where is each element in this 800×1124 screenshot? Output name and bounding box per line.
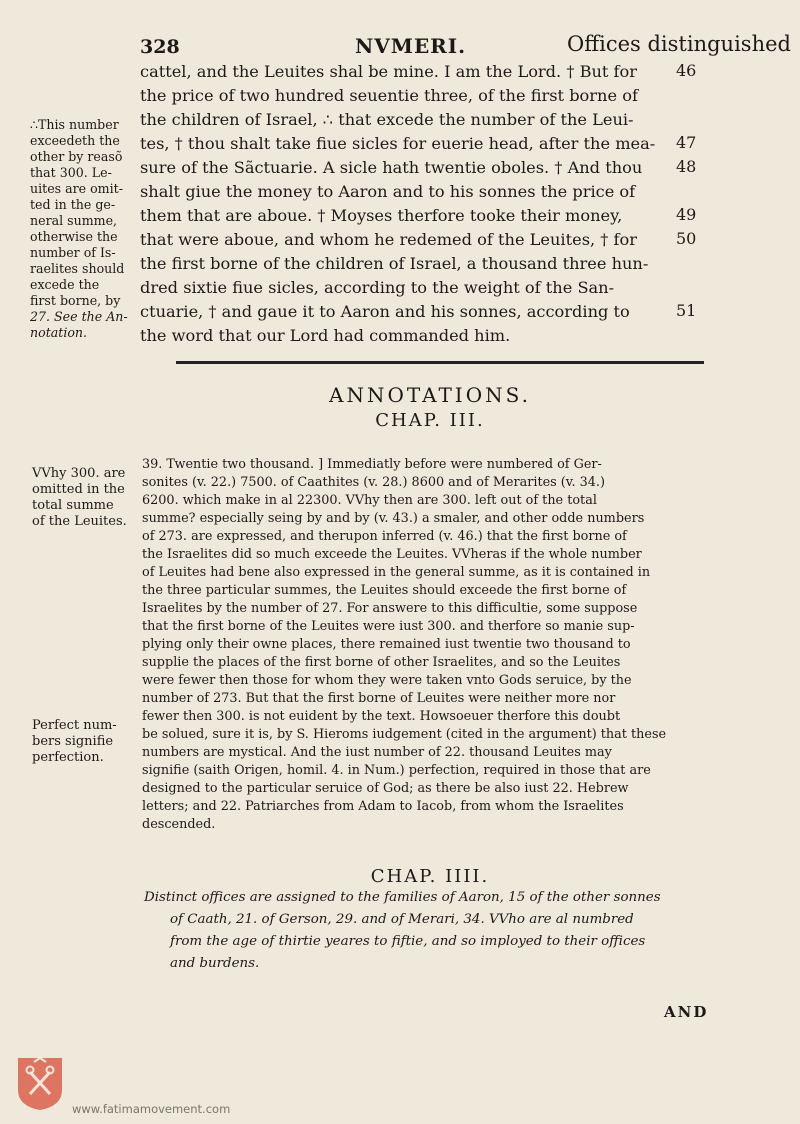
annotation-line: the Israelites did so much exceede the Leuites. VVheras if the whole number [142, 547, 642, 562]
annotation-line: 39. Twentie two thousand. ] Immediatly before were numbered of Ger- [142, 457, 602, 472]
annotation-line: Israelites by the number of 27. For answere to this difficultie, some suppose [142, 601, 638, 616]
margin-note-line: neral summe, [30, 213, 118, 228]
margin-note-line: number of Is- [30, 245, 116, 260]
margin-note-line: uites are omit- [30, 181, 123, 196]
annotations-chapter: CHAP. III. [375, 410, 485, 431]
text-line: the price of two hundred seuentie three, of the first borne of [140, 86, 638, 105]
annotation-line: signifie (saith Origen, homil. 4. in Num.) perfection, required in those that are [142, 763, 651, 778]
annotation-line: numbers are mystical. And the iust number of 22. thousand Leuites may [142, 745, 612, 760]
text-line: that were aboue, and whom he redemed of the Leuites, † for [140, 230, 638, 249]
margin-note-line: exceedeth the [30, 133, 120, 148]
annotations-title: ANNOTATIONS. [329, 383, 531, 407]
annotation-margin-line: bers signifie [32, 734, 114, 749]
annotation-line: sonites (v. 22.) 7500. of Caathites (v. 28.) 8600 and of Merarites (v. 34.) [142, 475, 605, 490]
margin-note-line: raelites should [30, 261, 125, 276]
chapter-summary-line: of Caath, 21. of Gerson, 29. and of Merari, 34. VVho are al numbred [170, 912, 634, 927]
text-line: sure of the Sãctuarie. A sicle hath twentie oboles. † And thou [140, 158, 643, 177]
annotation-margin-line: Perfect num- [32, 718, 117, 733]
annotation-line: descended. [142, 817, 216, 832]
annotation-line: were fewer then those for whom they were taken vnto Gods seruice, by the [142, 673, 632, 688]
section-rule [176, 361, 704, 364]
book-title: NVMERI. [355, 34, 467, 58]
annotation-margin-line: VVhy 300. are [32, 466, 126, 481]
text-line: cattel, and the Leuites shal be mine. I am the Lord. † But for [140, 62, 638, 81]
chapter-summary-line: from the age of thirtie yeares to fiftie, and so imployed to their offices [170, 934, 646, 949]
verse-number: 49 [676, 205, 697, 224]
chapter-summary-line: Distinct offices are assigned to the families of Aaron, 15 of the other sonnes [144, 890, 661, 905]
annotation-line: number of 273. But that the first borne of Leuites were neither more nor [142, 691, 616, 706]
verse-number: 47 [676, 133, 697, 152]
text-line: shalt giue the money to Aaron and to his sonnes the price of [140, 182, 636, 201]
text-line: tes, † thou shalt take fiue sicles for euerie head, after the mea- [140, 134, 656, 153]
watermark-url: www.fatimamovement.com [72, 1102, 231, 1116]
annotation-line: supplie the places of the first borne of other Israelites, and so the Leuites [142, 655, 621, 670]
text-line: them that are aboue. † Moyses therfore tooke their money, [140, 206, 623, 225]
margin-note-line: ∴This number [30, 117, 119, 132]
annotation-line: fewer then 300. is not euident by the text. Howsoeuer therfore this doubt [142, 709, 621, 724]
annotation-line: plying only their owne places, there remained iust twentie two thousand to [142, 637, 631, 652]
verse-number: 51 [676, 301, 697, 320]
verse-number: 46 [676, 61, 697, 80]
margin-note-line: first borne, by [30, 293, 121, 308]
margin-note-line: that 300. Le- [30, 165, 112, 180]
running-head: Offices distinguished [567, 32, 791, 56]
annotation-line: that the first borne of the Leuites were iust 300. and therfore so manie sup- [142, 619, 635, 634]
text-line: dred sixtie fiue sicles, according to the weight of the San- [140, 278, 615, 297]
annotation-line: letters; and 22. Patriarches from Adam to Iacob, from whom the Israelites [142, 799, 624, 814]
verse-number: 48 [676, 157, 697, 176]
annotation-margin-line: of the Leuites. [32, 514, 127, 529]
margin-note-line: notation. [30, 325, 88, 340]
text-line: the children of Israel, ∴ that excede the number of the Leui- [140, 110, 634, 129]
logo-icon [14, 1054, 66, 1112]
annotation-margin-line: perfection. [32, 750, 104, 765]
next-chapter-title: CHAP. IIII. [370, 866, 490, 887]
verse-number: 50 [676, 229, 697, 248]
text-line: the word that our Lord had commanded him. [140, 326, 511, 345]
annotation-line: 6200. which make in al 22300. VVhy then are 300. left out of the total [142, 493, 597, 508]
chapter-summary-line: and burdens. [170, 956, 260, 971]
margin-note-line: ted in the ge- [30, 197, 116, 212]
page-number: 328 [140, 36, 180, 58]
annotation-margin-line: total summe [32, 498, 114, 513]
text-line: the first borne of the children of Israel, a thousand three hun- [140, 254, 649, 273]
margin-note-line: excede the [30, 277, 100, 292]
margin-note-line: otherwise the [30, 229, 118, 244]
annotation-line: be solued, sure it is, by S. Hieroms iudgement (cited in the argument) that these [142, 727, 667, 742]
annotation-line: summe? especially seing by and by (v. 43.) a smaler, and other odde numbers [142, 511, 645, 526]
annotation-line: of Leuites had bene also expressed in the general summe, as it is contained in [142, 565, 651, 580]
annotation-line: of 273. are expressed, and therupon inferred (v. 46.) that the first borne of [142, 529, 627, 544]
text-line: ctuarie, † and gaue it to Aaron and his sonnes, according to [140, 302, 630, 321]
annotation-line: the three particular summes, the Leuites should exceede the first borne of [142, 583, 627, 598]
margin-note-line: other by reasõ [30, 149, 123, 164]
catchword: AND [664, 1003, 709, 1021]
annotation-line: designed to the particular seruice of God; as there be also iust 22. Hebrew [142, 781, 629, 796]
annotation-margin-line: omitted in the [32, 482, 125, 497]
margin-note-line: 27. See the An- [30, 309, 128, 324]
